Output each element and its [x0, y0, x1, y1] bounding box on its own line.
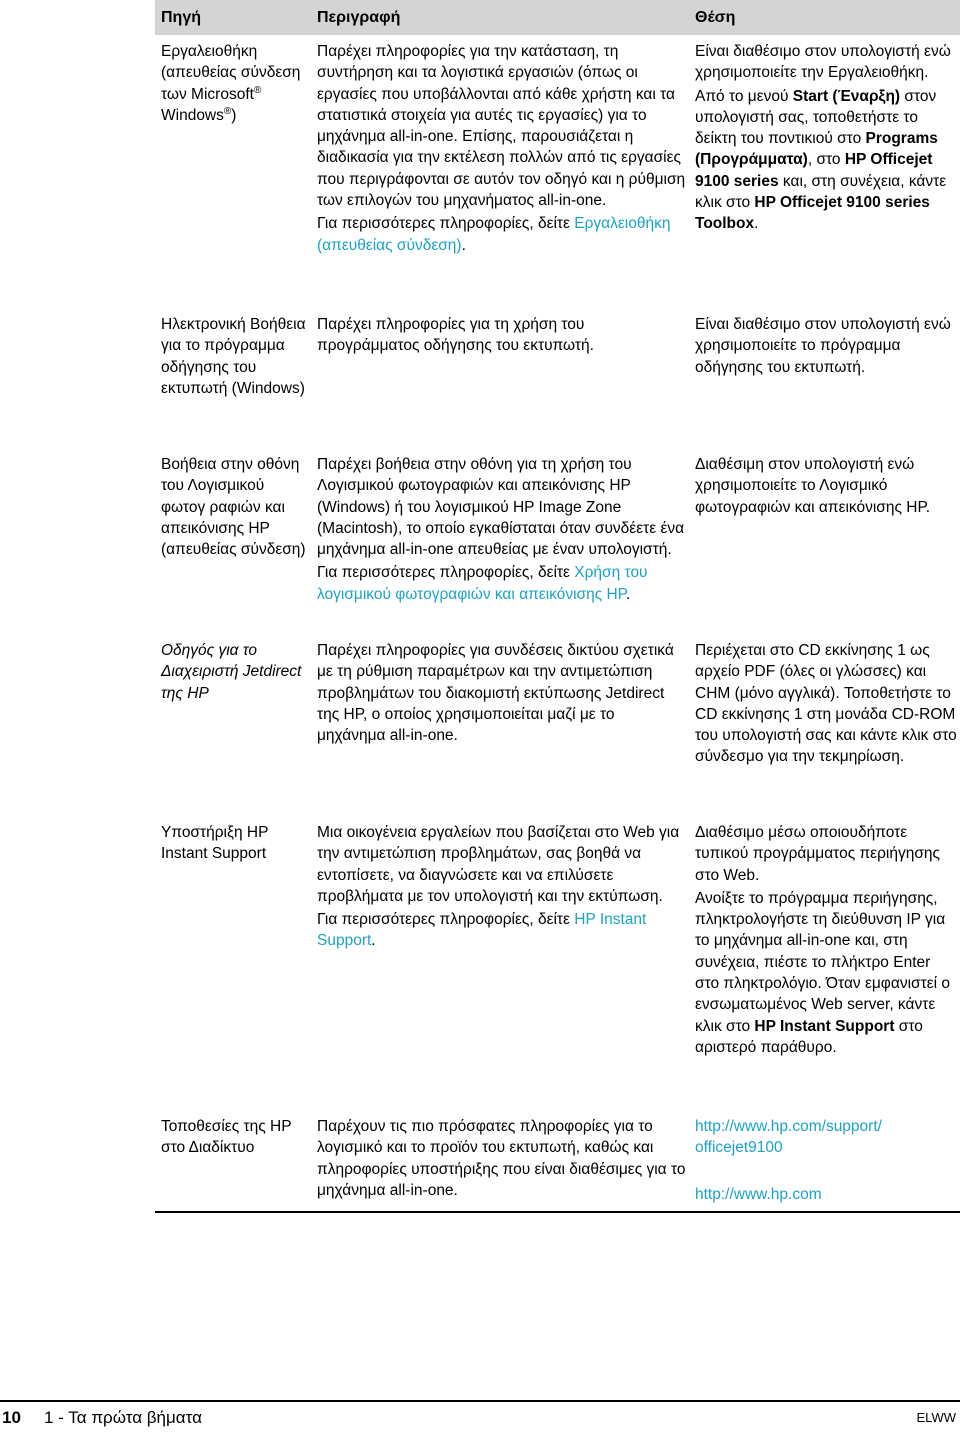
- table-row: [155, 314, 960, 454]
- row-location: [689, 1116, 960, 1212]
- row-location: Διαθέσιμο μέσω οποιουδήποτε τυπικού προγράμματος περιήγησης στο Web. Ανοίξτε το πρόγραμμα περιήγησης, πληκτρολογήστε τη διεύθυνση IP για το μηχάνημα all-in-one και, στη συνέχεια, πιέστε το πλήκτρο Enter στο πληκτρολόγιο. Όταν εμφανιστεί ο ενσωματωμένος Web server, κάντε κλικ στο HP Instant Support στο αριστερό παράθυρο.: [695, 824, 950, 1056]
- row-description: Παρέχει πληροφορίες για την κατάσταση, τη συντήρηση και τα λογιστικά εργασιών (όπως οι εργασίες που υποβάλλονται από κάθε χρήστη και τα στατιστικά στοιχεία για αυτές τις εργασίες) για το μηχάνημα all-in-one. Επίσης, παρουσιάζεται η διαδικασία για την εκτέλεση πολλών από τις εργασίες που περιγράφονται σε αυτόν τον οδηγό και η ρύθμιση των επιλογών του μηχανήματος all-in-one. Για περισσότερες πληροφορίες, δείτε Εργαλειοθήκη (απευθείας σύνδεση).: [317, 43, 686, 254]
- table-row: [155, 35, 960, 314]
- support-url-link[interactable]: http://www.hp.com/support/ officejet9100: [695, 1118, 882, 1157]
- resources-table: [155, 0, 960, 1213]
- row-source: Οδηγός για το Διαχειριστή Jetdirect της HP: [161, 642, 302, 702]
- row-location: Περιέχεται στο CD εκκίνησης 1 ως αρχείο PDF (όλες οι γλώσσες) και CHM (μόνο αγγλικά). Τοποθετήστε το CD εκκίνησης 1 στη μονάδα CD-ROM του υπολογιστή σας και κάντε κλικ στο σύνδεσμο για την τεκμηρίωση.: [695, 642, 957, 766]
- photo-software-link[interactable]: Χρήση του λογισμικού φωτογραφιών και απεικόνισης HP: [317, 564, 648, 603]
- document-code: ELWW: [916, 1410, 956, 1425]
- table-row: [155, 1116, 960, 1212]
- table-row: [155, 822, 960, 1116]
- row-source: Βοήθεια στην οθόνη του Λογισμικού φωτογ ραφιών και απεικόνισης HP (απευθείας σύνδεση): [161, 456, 306, 559]
- header-description: Περιγραφή: [311, 0, 689, 35]
- row-location: Είναι διαθέσιμο στον υπολογιστή ενώ χρησιμοποιείτε την Εργαλειοθήκη. Από το μενού Start (Έναρξη) στον υπολογιστή σας, τοποθετήστε το δείκτη του ποντικιού στο Programs (Προγράμματα), στο HP Officejet 9100 series και, στη συνέχεια, κάντε κλικ στο HP Officejet 9100 series Toolbox.: [695, 43, 951, 233]
- row-description: Παρέχει βοήθεια στην οθόνη για τη χρήση του Λογισμικού φωτογραφιών και απεικόνισης HP (Windows) ή του λογισμικού HP Image Zone (Macintosh), το οποίο εγκαθίσταται όταν συνδέετε ένα μηχάνημα all-in-one απευθείας με έναν υπολογιστή. Για περισσότερες πληροφορίες, δείτε Χρήση του λογισμικού φωτογραφιών και απεικόνισης HP.: [317, 456, 685, 603]
- row-description: Παρέχει πληροφορίες για συνδέσεις δικτύου σχετικά με τη ρύθμιση παραμέτρων και την αντιμετώπιση προβλημάτων του διακομιστή εκτύπωσης Jetdirect της HP, ο οποίος χρησιμοποιείται μαζί με το μηχάνημα all-in-one.: [317, 642, 674, 745]
- row-source: Ηλεκτρονική Βοήθεια για το πρόγραμμα οδήγησης του εκτυπωτή (Windows): [161, 316, 306, 397]
- row-location: Διαθέσιμη στον υπολογιστή ενώ χρησιμοποιείτε το Λογισμικό φωτογραφιών και απεικόνισης HP.: [695, 456, 931, 516]
- row-source: Εργαλειοθήκη (απευθείας σύνδεση των Microsoft® Windows®): [161, 43, 301, 124]
- hp-url-link[interactable]: http://www.hp.com: [695, 1185, 822, 1203]
- instant-support-link[interactable]: HP Instant Support: [317, 911, 647, 950]
- footer-divider: [0, 1400, 960, 1402]
- page-number: 10: [2, 1408, 21, 1427]
- chapter-title: 1 - Τα πρώτα βήματα: [44, 1408, 202, 1427]
- row-description: Παρέχουν τις πιο πρόσφατες πληροφορίες για το λογισμικό και το προϊόν του εκτυπωτή, καθώς και πληροφορίες υποστήριξης που είναι διαθέσιμες για το μηχάνημα all-in-one.: [317, 1118, 686, 1199]
- table-row: [155, 640, 960, 822]
- row-location: Είναι διαθέσιμο στον υπολογιστή ενώ χρησιμοποιείτε το πρόγραμμα οδήγησης του εκτυπωτή.: [695, 316, 951, 376]
- row-description: Μια οικογένεια εργαλείων που βασίζεται στο Web για την αντιμετώπιση προβλημάτων, σας βοηθά να εντοπίσετε, να διαγνώσετε και να επιλύσετε προβλήματα με τον υπολογιστή και την εκτύπωση. Για περισσότερες πληροφορίες, δείτε HP Instant Support.: [317, 824, 680, 950]
- row-description: Παρέχει πληροφορίες για τη χρήση του προγράμματος οδήγησης του εκτυπωτή.: [317, 316, 594, 355]
- table-row: [155, 454, 960, 640]
- header-source: Πηγή: [155, 0, 311, 35]
- row-source: Τοποθεσίες της HP στο Διαδίκτυο: [161, 1118, 292, 1157]
- table-header-row: [155, 0, 960, 35]
- row-source: Υποστήριξη HP Instant Support: [161, 824, 269, 863]
- toolbox-link[interactable]: Εργαλειοθήκη (απευθείας σύνδεση): [317, 215, 671, 254]
- header-location: Θέση: [689, 0, 960, 35]
